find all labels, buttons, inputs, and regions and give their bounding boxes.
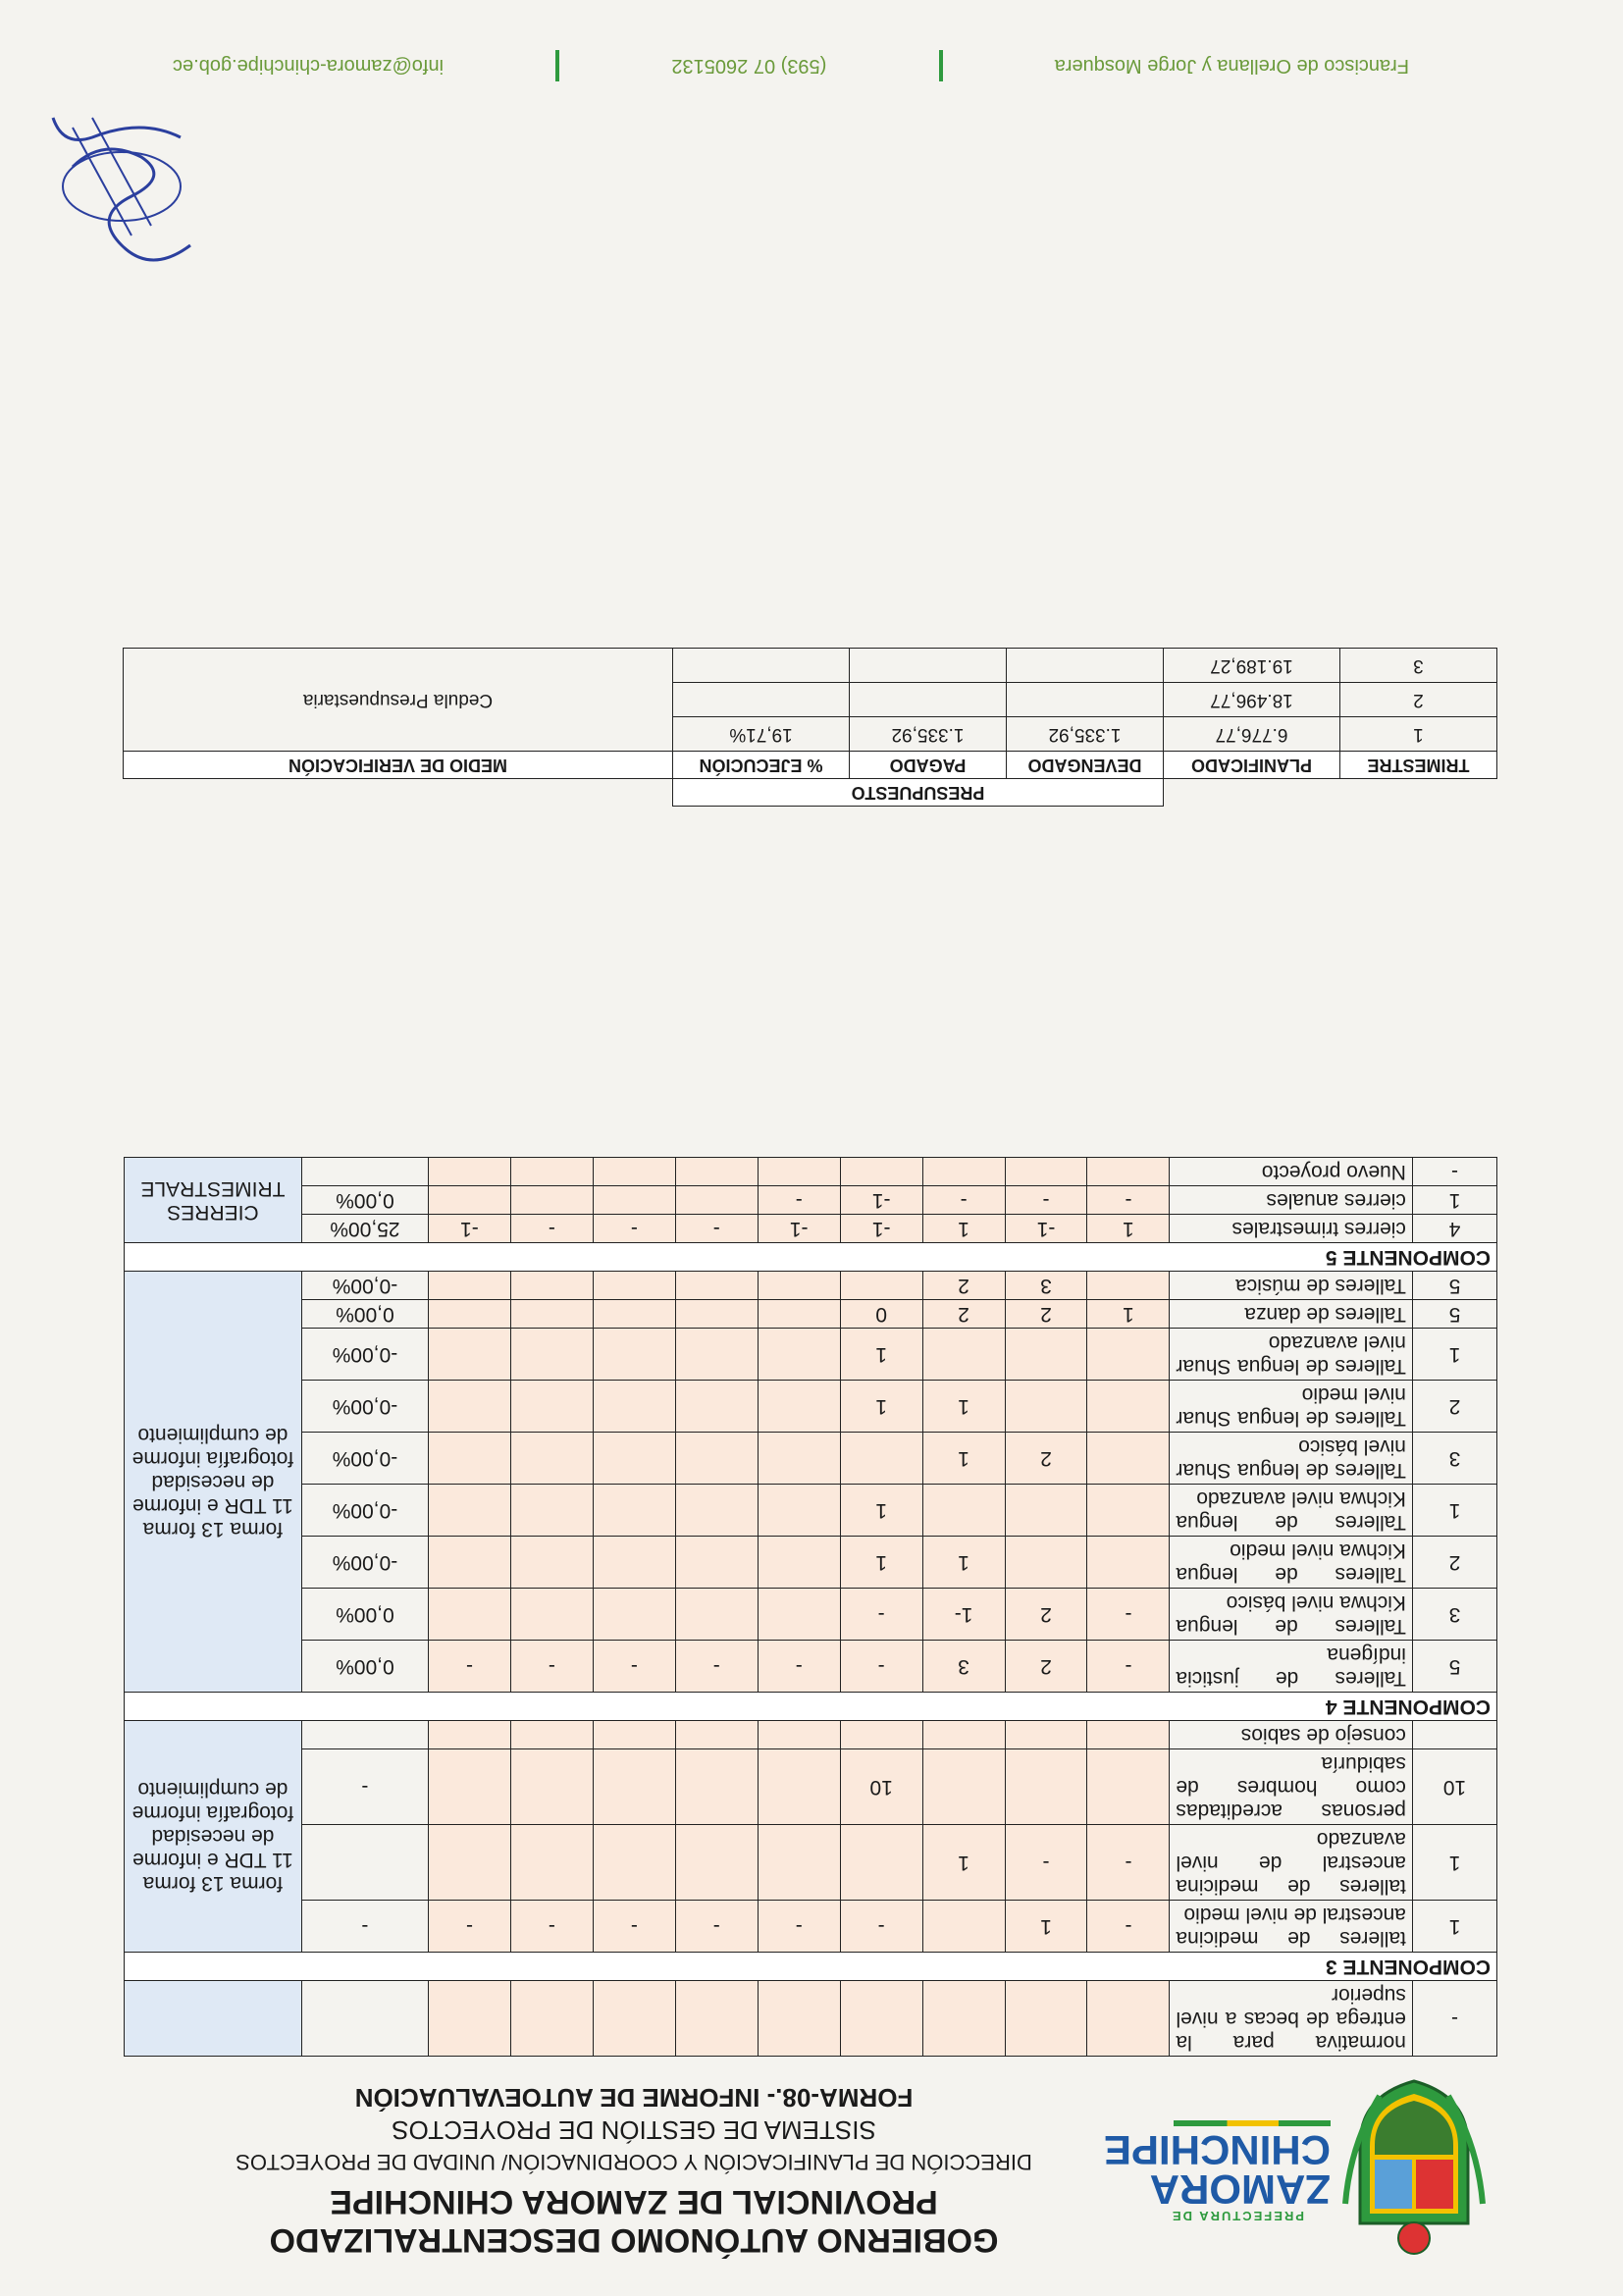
- schedule-cell: [675, 1433, 758, 1485]
- budget-cell-planificado: 18.496,77: [1164, 683, 1340, 717]
- schedule-cell: [510, 1485, 593, 1537]
- table-row: [125, 1825, 1497, 1901]
- schedule-cell: [840, 1272, 922, 1300]
- schedule-cell: [593, 1981, 675, 2057]
- schedule-cell: [428, 1825, 510, 1901]
- schedule-cell: [675, 1589, 758, 1641]
- schedule-cell: [922, 1158, 1005, 1186]
- schedule-cell: [675, 1825, 758, 1901]
- verification-evidence: forma 13 forma 11 TDR e informe de necesidad fotografía informe de cumplimiento: [125, 1272, 302, 1693]
- schedule-cell: [1087, 1981, 1170, 2057]
- schedule-cell: [758, 1721, 840, 1749]
- schedule-cell: [510, 1300, 593, 1329]
- schedule-cell: [510, 1186, 593, 1215]
- schedule-cell: [593, 1433, 675, 1485]
- schedule-cell: 1: [1087, 1215, 1170, 1243]
- schedule-cell: [675, 1537, 758, 1589]
- schedule-cell: 2: [1005, 1589, 1087, 1641]
- schedule-cell: 1: [840, 1329, 922, 1381]
- budget-row: [124, 717, 1497, 752]
- table-row: [125, 1901, 1497, 1953]
- schedule-cell: [593, 1749, 675, 1825]
- schedule-cell: [1087, 1485, 1170, 1537]
- schedule-cell: -: [840, 1901, 922, 1953]
- schedule-cell: [428, 1485, 510, 1537]
- schedule-cell: [1005, 1537, 1087, 1589]
- activity-description: talleres de medicina ancestral de nivel avanzado: [1170, 1825, 1413, 1901]
- schedule-cell: [758, 1300, 840, 1329]
- schedule-cell: 1: [922, 1433, 1005, 1485]
- schedule-cell: 2: [1005, 1300, 1087, 1329]
- component-title: COMPONENTE 4: [125, 1693, 1497, 1721]
- schedule-cell: [922, 1901, 1005, 1953]
- execution-percent: [301, 1158, 428, 1186]
- budget-header-pagado: PAGADO: [850, 752, 1007, 779]
- schedule-cell: [593, 1589, 675, 1641]
- budget-cell-trimestre: 3: [1340, 649, 1497, 683]
- execution-percent: 0,00%: [301, 1589, 428, 1641]
- activity-description: Nuevo proyecto: [1170, 1158, 1413, 1186]
- schedule-cell: 2: [922, 1300, 1005, 1329]
- schedule-cell: -1: [840, 1186, 922, 1215]
- activity-description: Talleres de lengua Shuar nivel medio: [1170, 1381, 1413, 1433]
- schedule-cell: [428, 1158, 510, 1186]
- org-title-line2: PROVINCIAL DE ZAMORA CHINCHIPE: [330, 2183, 938, 2220]
- budget-cell-pagado: 1.335,92: [850, 717, 1007, 752]
- activity-description: personas acreditadas como hombres de sabiduría: [1170, 1749, 1413, 1825]
- activity-quantity: 5: [1412, 1272, 1496, 1300]
- budget-cell-devengado: [1007, 683, 1164, 717]
- activity-quantity: 5: [1412, 1300, 1496, 1329]
- execution-percent: -0,00%: [301, 1433, 428, 1485]
- schedule-cell: [1087, 1537, 1170, 1589]
- budget-table: [123, 648, 1497, 807]
- table-row: [125, 1981, 1497, 2057]
- schedule-cell: -: [1087, 1825, 1170, 1901]
- activity-description: Talleres de danza: [1170, 1300, 1413, 1329]
- schedule-cell: [922, 1721, 1005, 1749]
- budget-cell-planificado: 6.776,77: [1164, 717, 1340, 752]
- budget-cell-ejecucion: [673, 649, 850, 683]
- schedule-cell: [510, 1433, 593, 1485]
- schedule-cell: [593, 1381, 675, 1433]
- activity-description: normativa para la entrega de becas a nivel superior: [1170, 1981, 1413, 2057]
- schedule-cell: -1: [758, 1215, 840, 1243]
- table-row: [125, 1433, 1497, 1485]
- department-title: DIRECCIÓN DE PLANIFICACIÓN Y COORDINACIÓN/ UNIDAD DE PROYECTOS: [236, 2150, 1032, 2174]
- schedule-cell: [1087, 1272, 1170, 1300]
- budget-cell-devengado: [1007, 649, 1164, 683]
- schedule-cell: [428, 1381, 510, 1433]
- activity-quantity: [1412, 1721, 1496, 1749]
- activity-quantity: 1: [1412, 1485, 1496, 1537]
- budget-header-trimestre: TRIMESTRE: [1340, 752, 1497, 779]
- schedule-cell: [1005, 1981, 1087, 2057]
- schedule-cell: [922, 1329, 1005, 1381]
- schedule-cell: -: [1087, 1901, 1170, 1953]
- brand-wordmark: [1103, 2120, 1331, 2223]
- schedule-cell: -: [593, 1215, 675, 1243]
- schedule-cell: [922, 1981, 1005, 2057]
- schedule-cell: [1087, 1381, 1170, 1433]
- document-footer: [173, 49, 1409, 82]
- budget-header-verificacion: MEDIO DE VERIFICACIÓN: [124, 752, 673, 779]
- schedule-cell: 1: [922, 1537, 1005, 1589]
- schedule-cell: [675, 1329, 758, 1381]
- execution-percent: -0,00%: [301, 1485, 428, 1537]
- budget-empty-header: [124, 779, 673, 807]
- schedule-cell: [593, 1825, 675, 1901]
- table-row: [125, 1485, 1497, 1537]
- document-header: [124, 2066, 1497, 2272]
- schedule-cell: -: [675, 1215, 758, 1243]
- schedule-cell: -: [428, 1901, 510, 1953]
- activity-quantity: 1: [1412, 1901, 1496, 1953]
- schedule-cell: -: [1087, 1641, 1170, 1693]
- activity-quantity: 5: [1412, 1641, 1496, 1693]
- activity-quantity: 3: [1412, 1589, 1496, 1641]
- schedule-cell: 3: [922, 1641, 1005, 1693]
- budget-cell-ejecucion: 19,71%: [673, 717, 850, 752]
- schedule-cell: [593, 1485, 675, 1537]
- schedule-cell: [758, 1981, 840, 2057]
- budget-cell-ejecucion: [673, 683, 850, 717]
- execution-percent: 25,00%: [301, 1215, 428, 1243]
- activity-description: Talleres de lengua Shuar nivel básico: [1170, 1433, 1413, 1485]
- footer-separator: [555, 50, 559, 81]
- budget-cell-verificacion: Cedula Presupuestaria: [124, 649, 673, 752]
- schedule-cell: [1087, 1433, 1170, 1485]
- schedule-cell: -: [758, 1641, 840, 1693]
- schedule-cell: [675, 1749, 758, 1825]
- schedule-cell: [675, 1981, 758, 2057]
- schedule-cell: -: [922, 1186, 1005, 1215]
- budget-cell-pagado: [850, 683, 1007, 717]
- budget-cell-trimestre: 1: [1340, 717, 1497, 752]
- table-row: [125, 1749, 1497, 1825]
- budget-cell-planificado: 19.189,27: [1164, 649, 1340, 683]
- self-evaluation-table: [124, 1157, 1497, 2057]
- schedule-cell: [758, 1485, 840, 1537]
- budget-header-planificado: PLANIFICADO: [1164, 752, 1340, 779]
- schedule-cell: [758, 1272, 840, 1300]
- activity-description: Talleres de música: [1170, 1272, 1413, 1300]
- schedule-cell: [675, 1300, 758, 1329]
- schedule-cell: -1: [840, 1215, 922, 1243]
- budget-cell-devengado: 1.335,92: [1007, 717, 1164, 752]
- verification-evidence: forma 13 forma 11 TDR e informe de necesidad fotografía informe de cumplimiento: [125, 1721, 302, 1953]
- schedule-cell: [1005, 1749, 1087, 1825]
- footer-phone: (593) 07 2605132: [671, 55, 827, 78]
- schedule-cell: [758, 1433, 840, 1485]
- schedule-cell: -: [510, 1641, 593, 1693]
- schedule-cell: [428, 1300, 510, 1329]
- schedule-cell: -: [1005, 1186, 1087, 1215]
- activity-description: Talleres de justicia indígena: [1170, 1641, 1413, 1693]
- budget-header-devengado: DEVENGADO: [1007, 752, 1164, 779]
- schedule-cell: 3: [1005, 1272, 1087, 1300]
- schedule-cell: [593, 1329, 675, 1381]
- schedule-cell: [428, 1186, 510, 1215]
- schedule-cell: -: [758, 1901, 840, 1953]
- schedule-cell: -: [675, 1641, 758, 1693]
- activity-quantity: 2: [1412, 1537, 1496, 1589]
- activity-quantity: -: [1412, 1158, 1496, 1186]
- table-row: [125, 1329, 1497, 1381]
- schedule-cell: -: [428, 1641, 510, 1693]
- execution-percent: [301, 1825, 428, 1901]
- table-row: [125, 1381, 1497, 1433]
- schedule-cell: [510, 1721, 593, 1749]
- schedule-cell: [510, 1272, 593, 1300]
- activity-quantity: 10: [1412, 1749, 1496, 1825]
- schedule-cell: [428, 1433, 510, 1485]
- schedule-cell: [428, 1537, 510, 1589]
- activity-quantity: 3: [1412, 1433, 1496, 1485]
- schedule-cell: 1: [922, 1215, 1005, 1243]
- header-titles: [143, 2082, 1125, 2259]
- schedule-cell: [758, 1537, 840, 1589]
- schedule-cell: [840, 1825, 922, 1901]
- schedule-cell: [840, 1433, 922, 1485]
- schedule-cell: [1005, 1485, 1087, 1537]
- schedule-cell: 1: [1005, 1901, 1087, 1953]
- activity-description: Talleres de lengua Kichwa nivel avanzado: [1170, 1485, 1413, 1537]
- schedule-cell: -: [1087, 1589, 1170, 1641]
- activity-description: cierres anuales: [1170, 1186, 1413, 1215]
- schedule-cell: [510, 1825, 593, 1901]
- budget-empty-header: [1164, 779, 1340, 807]
- schedule-cell: [593, 1721, 675, 1749]
- activity-description: consejo de sabios: [1170, 1721, 1413, 1749]
- activity-quantity: 1: [1412, 1186, 1496, 1215]
- schedule-cell: [1005, 1721, 1087, 1749]
- schedule-cell: [840, 1721, 922, 1749]
- component-header-row: [125, 1953, 1497, 1981]
- execution-percent: 0,00%: [301, 1300, 428, 1329]
- component-title: COMPONENTE 3: [125, 1953, 1497, 1981]
- table-row: [125, 1272, 1497, 1300]
- brand-color-bar: [1174, 2120, 1331, 2126]
- schedule-cell: [428, 1329, 510, 1381]
- schedule-cell: -: [510, 1215, 593, 1243]
- verification-evidence: CIERRES TRIMESTRALE: [125, 1158, 302, 1243]
- schedule-cell: 2: [1005, 1433, 1087, 1485]
- schedule-cell: [758, 1381, 840, 1433]
- footer-separator: [939, 50, 943, 81]
- brand-top-text: PREFECTURA DE: [1170, 2209, 1305, 2223]
- schedule-cell: [675, 1381, 758, 1433]
- schedule-cell: [593, 1300, 675, 1329]
- schedule-cell: [428, 1981, 510, 2057]
- schedule-cell: [922, 1485, 1005, 1537]
- schedule-cell: [758, 1329, 840, 1381]
- execution-percent: -0,00%: [301, 1272, 428, 1300]
- schedule-cell: [510, 1589, 593, 1641]
- table-row: [125, 1589, 1497, 1641]
- schedule-cell: 1: [922, 1825, 1005, 1901]
- schedule-cell: 1-: [922, 1589, 1005, 1641]
- schedule-cell: [510, 1381, 593, 1433]
- activity-quantity: -: [1412, 1981, 1496, 2057]
- prefecture-shield-logo: [1340, 2076, 1488, 2263]
- activity-quantity: 2: [1412, 1381, 1496, 1433]
- schedule-cell: [428, 1272, 510, 1300]
- schedule-cell: [593, 1158, 675, 1186]
- schedule-cell: -: [1087, 1186, 1170, 1215]
- component-header-row: [125, 1693, 1497, 1721]
- schedule-cell: [1087, 1721, 1170, 1749]
- table-row: [125, 1186, 1497, 1215]
- schedule-cell: 1: [1087, 1300, 1170, 1329]
- schedule-cell: [1005, 1329, 1087, 1381]
- schedule-cell: -1: [1005, 1215, 1087, 1243]
- schedule-cell: [758, 1589, 840, 1641]
- form-title: FORMA-08.- INFORME DE AUTOEVALUACIÓN: [354, 2083, 914, 2113]
- schedule-cell: 2: [922, 1272, 1005, 1300]
- schedule-cell: -: [758, 1186, 840, 1215]
- system-title: SISTEMA DE GESTIÓN DE PROYECTOS: [392, 2115, 876, 2145]
- schedule-cell: -: [675, 1901, 758, 1953]
- schedule-cell: [675, 1272, 758, 1300]
- table-row: [125, 1300, 1497, 1329]
- activity-description: Talleres de lengua Kichwa nivel medio: [1170, 1537, 1413, 1589]
- budget-cell-trimestre: 2: [1340, 683, 1497, 717]
- schedule-cell: [758, 1158, 840, 1186]
- schedule-cell: [510, 1749, 593, 1825]
- schedule-cell: [510, 1981, 593, 2057]
- table-row: [125, 1215, 1497, 1243]
- schedule-cell: [922, 1749, 1005, 1825]
- brand-zamora-text: ZAMORA: [1149, 2166, 1331, 2213]
- footer-email: info@zamora-chinchipe.gob.ec: [173, 55, 445, 78]
- schedule-cell: 0: [840, 1300, 922, 1329]
- schedule-cell: [1005, 1158, 1087, 1186]
- schedule-cell: [510, 1329, 593, 1381]
- schedule-cell: [593, 1537, 675, 1589]
- execution-percent: 0,00%: [301, 1641, 428, 1693]
- schedule-cell: [840, 1981, 922, 2057]
- schedule-cell: [1005, 1381, 1087, 1433]
- execution-percent: -0,00%: [301, 1381, 428, 1433]
- verification-cell: [125, 1981, 302, 2057]
- component-title: COMPONENTE 5: [125, 1243, 1497, 1272]
- activity-description: Talleres de lengua Shuar nivel avanzado: [1170, 1329, 1413, 1381]
- schedule-cell: [593, 1272, 675, 1300]
- activity-description: cierres trimestrales: [1170, 1215, 1413, 1243]
- activity-description: talleres de medicina ancestral de nivel medio: [1170, 1901, 1413, 1953]
- table-row: [125, 1641, 1497, 1693]
- execution-percent: -: [301, 1749, 428, 1825]
- activity-quantity: 4: [1412, 1215, 1496, 1243]
- schedule-cell: [510, 1537, 593, 1589]
- schedule-cell: [1087, 1158, 1170, 1186]
- budget-empty-header: [1340, 779, 1497, 807]
- schedule-cell: [675, 1721, 758, 1749]
- handwritten-signature: [43, 88, 210, 285]
- execution-percent: [301, 1981, 428, 2057]
- schedule-cell: [675, 1158, 758, 1186]
- schedule-cell: 1: [922, 1381, 1005, 1433]
- schedule-cell: 1: [840, 1485, 922, 1537]
- execution-percent: -: [301, 1901, 428, 1953]
- activity-quantity: 1: [1412, 1329, 1496, 1381]
- table-row: [125, 1158, 1497, 1186]
- org-title-line1: GOBIERNO AUTÓNOMO DESCENTRALIZADO: [269, 2221, 999, 2259]
- table-row: [125, 1537, 1497, 1589]
- schedule-cell: [758, 1749, 840, 1825]
- schedule-cell: 1: [840, 1537, 922, 1589]
- schedule-cell: -: [593, 1641, 675, 1693]
- schedule-cell: [758, 1825, 840, 1901]
- execution-percent: [301, 1721, 428, 1749]
- activity-quantity: 1: [1412, 1825, 1496, 1901]
- execution-percent: -0,00%: [301, 1537, 428, 1589]
- schedule-cell: [510, 1158, 593, 1186]
- schedule-cell: [1087, 1749, 1170, 1825]
- schedule-cell: -: [1005, 1825, 1087, 1901]
- budget-header-ejecucion: % EJECUCIÓN: [673, 752, 850, 779]
- schedule-cell: -: [840, 1589, 922, 1641]
- schedule-cell: [1087, 1329, 1170, 1381]
- budget-cell-pagado: [850, 649, 1007, 683]
- brand-chinchipe-text: CHINCHIPE: [1103, 2127, 1331, 2173]
- footer-address: Francisco de Orellana y Jorge Mosquera: [1054, 55, 1409, 78]
- schedule-cell: -1: [428, 1215, 510, 1243]
- schedule-cell: 2: [1005, 1641, 1087, 1693]
- execution-percent: -0,00%: [301, 1329, 428, 1381]
- schedule-cell: [593, 1186, 675, 1215]
- execution-percent: 0,00%: [301, 1186, 428, 1215]
- schedule-cell: -: [510, 1901, 593, 1953]
- schedule-cell: [675, 1186, 758, 1215]
- schedule-cell: [675, 1485, 758, 1537]
- schedule-cell: [840, 1158, 922, 1186]
- component-header-row: [125, 1243, 1497, 1272]
- schedule-cell: [428, 1749, 510, 1825]
- schedule-cell: 1: [840, 1381, 922, 1433]
- schedule-cell: -: [593, 1901, 675, 1953]
- schedule-cell: [428, 1589, 510, 1641]
- schedule-cell: -: [840, 1641, 922, 1693]
- schedule-cell: 10: [840, 1749, 922, 1825]
- schedule-cell: [428, 1721, 510, 1749]
- budget-group-header: PRESUPUESTO: [673, 779, 1164, 807]
- activity-description: Talleres de lengua Kichwa nivel básico: [1170, 1589, 1413, 1641]
- table-row: [125, 1721, 1497, 1749]
